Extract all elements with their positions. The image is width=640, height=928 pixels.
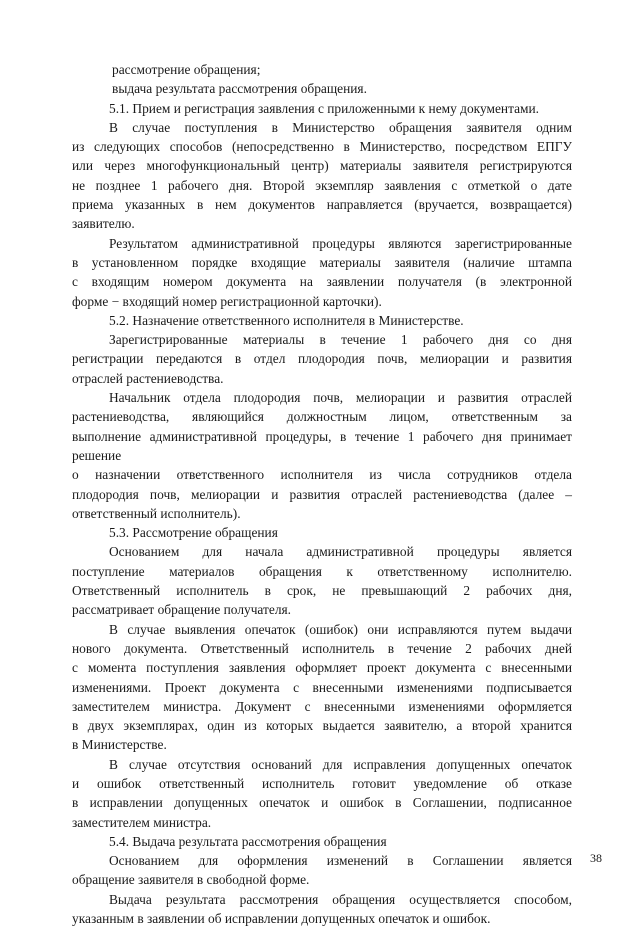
text-line: Начальник отдела плодородия почв, мелиорации и развития отраслей [109,390,572,406]
text-line: рассматривает обращение получателя. [72,602,292,618]
text-line: не позднее 1 рабочего дня. Второй экземпляр заявления с отметкой о дате [72,177,572,193]
text-line: В случае отсутствия оснований для исправления допущенных опечаток [109,756,572,772]
page-number: 38 [590,851,602,865]
text-line: 5.3. Рассмотрение обращения [109,525,278,541]
text-line: выдача результата рассмотрения обращения. [112,81,367,97]
text-line: регистрации передаются в отдел плодородия почв, мелиорации и развития [72,351,572,367]
text-line: из следующих способов (непосредственно в Министерство, посредством ЕПГУ [72,139,572,155]
text-line: в установленном порядке входящие материалы заявителя (наличие штампа [72,254,572,270]
text-line: отраслей растениеводства. [72,370,224,386]
text-line: приема указанных в нем документов направляется (вручается, возвращается) [72,197,572,213]
text-line: растениеводства, являющийся должностным лицом, ответственным за [72,409,572,425]
text-line: с входящим номером документа на заявлении получателя (в электронной [72,274,572,290]
text-line: 5.4. Выдача результата рассмотрения обращения [109,833,387,849]
text-line: плодородия почв, мелиорации и развития отраслей растениеводства (далее – [72,486,572,502]
text-line: в исправлении допущенных опечаток и ошибок в Соглашении, подписанное [72,795,572,811]
text-line: выполнение административной процедуры, в течение 1 рабочего дня принимает [72,428,572,444]
text-line: изменениями. Проект документа с внесенными изменениями подписывается [72,679,572,695]
text-line: 5.1. Прием и регистрация заявления с приложенными к нему документами. [109,100,540,116]
text-line: поступление материалов обращения к ответственному исполнителю. [72,563,572,579]
text-line: рассмотрение обращения; [112,62,261,77]
text-line: Основанием для оформления изменений в Соглашении является [109,853,572,869]
text-line: о назначении ответственного исполнителя из числа сотрудников отдела [72,467,572,483]
text-line: форме − входящий номер регистрационной карточки). [72,293,382,309]
text-line: в Министерстве. [72,737,167,753]
text-line: Выдача результата рассмотрения обращения осуществляется способом, [109,891,572,907]
text-line: с момента поступления заявления оформляет проект документа с внесенными [72,660,572,676]
text-line: Зарегистрированные материалы в течение 1 рабочего дня со дня [109,332,572,348]
text-line: обращение заявителя в свободной форме. [72,872,310,888]
text-line: или через многофункциональный центр) материалы заявителя регистрируются [72,158,572,174]
text-line: Результатом административной процедуры являются зарегистрированные [109,235,572,251]
text-line: решение [72,447,122,463]
text-line: В случае выявления опечаток (ошибок) они исправляются путем выдачи [109,621,572,637]
text-line: и ошибок ответственный исполнитель готовит уведомление об отказе [72,775,572,791]
text-line: заявителю. [72,216,135,232]
text-line: заместителем министра. [72,814,212,830]
text-line: нового документа. Ответственный исполнитель в течение 2 рабочих дней [72,640,572,656]
text-line: указанным в заявлении об исправлении допущенных опечаток и ошибок. [72,911,491,927]
page-body-text [72,60,572,928]
text-line: в двух экземплярах, один из которых выдается заявителю, а второй хранится [72,718,572,734]
text-line: В случае поступления в Министерство обращения заявителя одним [109,119,572,135]
text-line: Ответственный исполнитель в срок, не превышающий 2 рабочих дня, [72,583,572,599]
text-line: 5.2. Назначение ответственного исполнителя в Министерстве. [109,312,464,328]
text-line: заместителем министра. Документ с внесенными изменениями оформляется [72,698,572,714]
text-line: Основанием для начала административной процедуры является [109,544,572,560]
text-line: ответственный исполнитель). [72,505,241,521]
